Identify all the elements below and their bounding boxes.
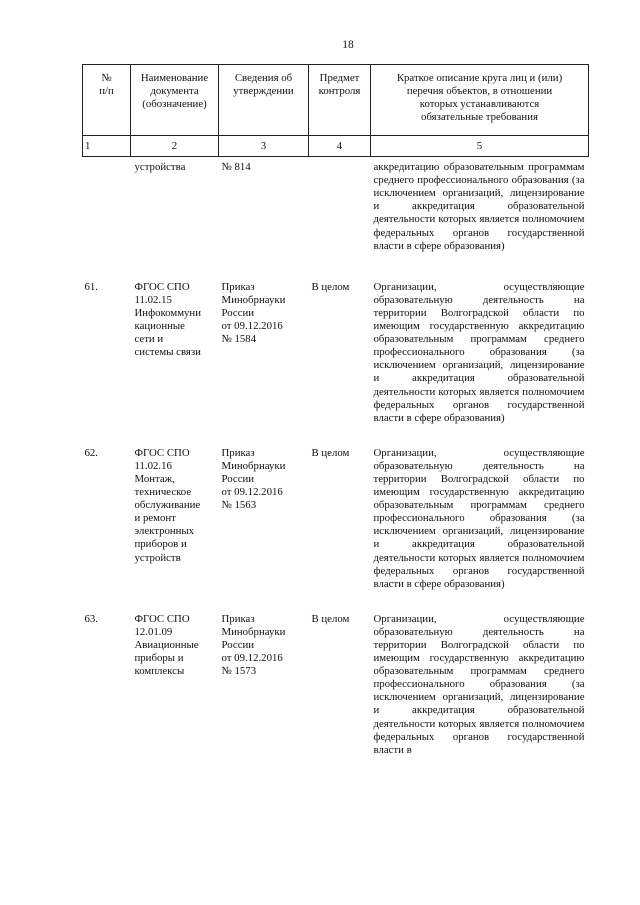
table-header (83, 65, 589, 157)
column-number-1: 1 (83, 136, 131, 157)
description: Организации, осуществляющие образовательную деятельность на территории Волгоградской области по имеющим государственную аккредитацию образовательным программам среднего профессионального образования (за исключением организаций, лицензирование и аккредитация образовательной деятельности которых является полномочием федеральных органов государственной власти в сфере образования) (373, 280, 585, 424)
column-number-4: 4 (309, 136, 371, 157)
description: Организации, осуществляющие образовательную деятельность на территории Волгоградской области по имеющим государственную аккредитацию образовательным программам среднего профессионального образования (за исключением организаций, лицензирование и аккредитация образовательной деятельности которых является полномочием федеральных органов государственной власти в сфере образования) (373, 446, 585, 590)
column-number-2: 2 (131, 136, 219, 157)
approval-info: Приказ Минобрнауки России от 09.12.2016 № 1573 (221, 612, 286, 678)
approval-info: Приказ Минобрнауки России от 09.12.2016 № 1584 (221, 280, 286, 346)
header-approval: Сведения об утверждении (219, 65, 309, 136)
header-number: № п/п (83, 65, 131, 136)
control-subject: В целом (311, 446, 350, 459)
description: Организации, осуществляющие образовательную деятельность на территории Волгоградской области по имеющим государственную аккредитацию образовательным программам среднего профессионального образования (за исключением организаций, лицензирование и аккредитация образовательной деятельности которых является полномочием федеральных органов государственной власти в (373, 612, 585, 756)
page-number (0, 39, 640, 51)
header-description: Краткое описание круга лиц и (или) перечня объектов, в отношении которых устанавливаются обязательные требования (371, 65, 589, 136)
column-number-5: 5 (371, 136, 589, 157)
requirements-table (82, 64, 589, 779)
document-name: устройства (134, 161, 186, 174)
table-row-continuation (83, 157, 589, 281)
row-number: 62. (84, 446, 98, 459)
approval-info: Приказ Минобрнауки России от 09.12.2016 № 1563 (221, 446, 286, 512)
table-row (83, 447, 589, 613)
control-subject: В целом (311, 612, 350, 625)
document-name: ФГОС СПО 11.02.16 Монтаж, техническое обслуживание и ремонт электронных приборов и устройств (134, 446, 201, 564)
control-subject: В целом (311, 280, 350, 293)
document-name: ФГОС СПО 11.02.15 Инфокоммуни кационные сети и системы связи (134, 280, 201, 359)
approval-info: № 814 (221, 161, 251, 174)
header-subject: Предмет контроля (309, 65, 371, 136)
column-number-3: 3 (219, 136, 309, 157)
description: аккредитацию образовательным программам среднего профессионального образования (за исключением организаций, лицензирование и аккредитация образовательной деятельности которых является полномочием федеральных органов государственной власти в сфере образования) (373, 161, 585, 252)
row-number (83, 157, 131, 281)
document-name: ФГОС СПО 12.01.09 Авиационные приборы и комплексы (134, 612, 199, 678)
table-row (83, 281, 589, 447)
row-number: 63. (84, 612, 98, 625)
row-number: 61. (84, 280, 98, 293)
table-row (83, 613, 589, 779)
page-number-text: 18 (342, 39, 354, 51)
control-subject (309, 157, 371, 281)
header-document-name: Наименование документа (обозначение) (131, 65, 219, 136)
